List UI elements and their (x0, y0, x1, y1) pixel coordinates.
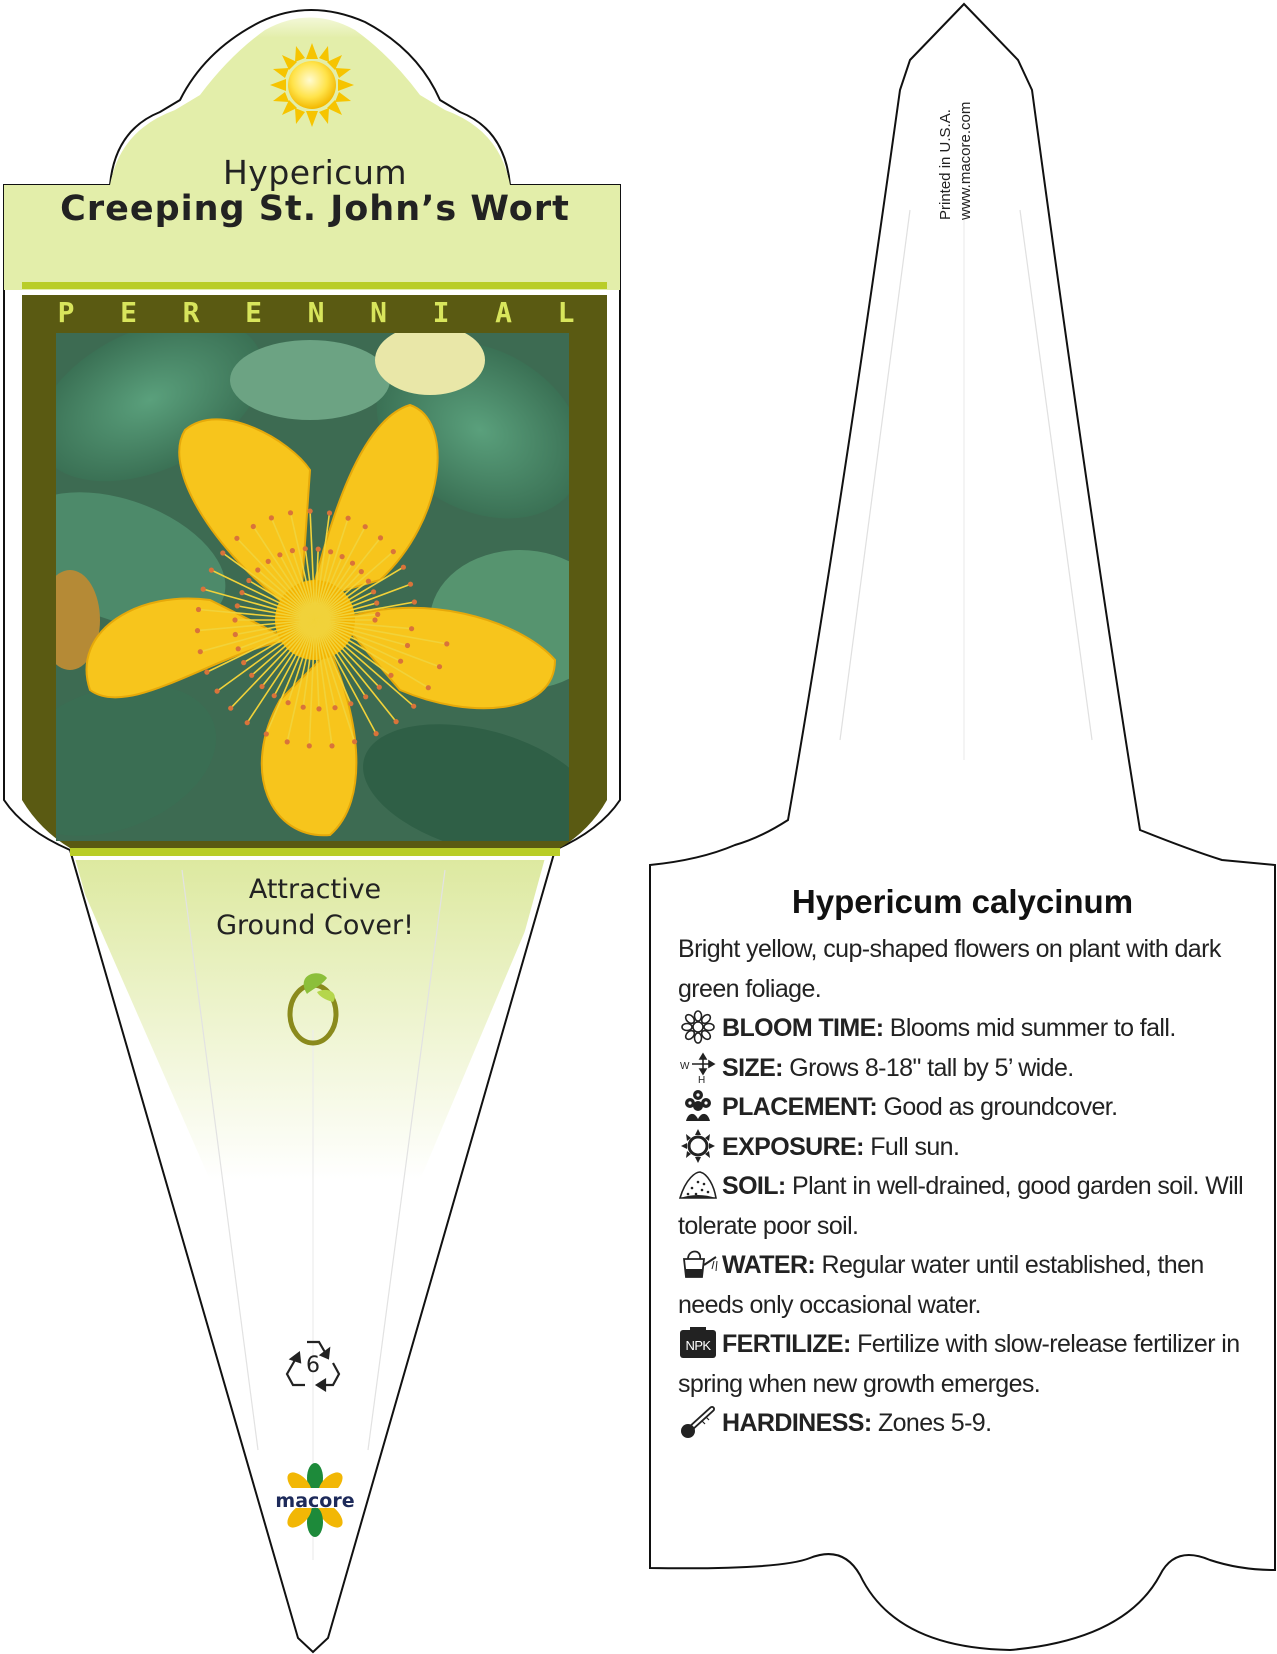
category-letter: I (432, 296, 450, 329)
exposure-text: Full sun. (870, 1132, 960, 1161)
tagline-line-1: Attractive (248, 874, 382, 905)
care-info (678, 930, 1268, 1444)
thermometer-icon (678, 1405, 718, 1439)
category-letter: L (557, 296, 575, 329)
spine-print-info (936, 50, 976, 220)
exposure-row (678, 1128, 1268, 1168)
website: www.macore.com (957, 101, 974, 220)
npk-icon (678, 1326, 718, 1360)
fertilize-label: FERTILIZE: (722, 1330, 851, 1358)
placement-label: PLACEMENT: (722, 1093, 878, 1121)
front-common-name: Creeping St. John’s Wort (60, 189, 570, 229)
bloom-row (678, 1009, 1268, 1049)
size-text: Grows 8-18" tall by 5’ wide. (789, 1053, 1074, 1082)
size-icon-w: W (680, 1060, 689, 1072)
tagline-line-2: Ground Cover! (216, 910, 414, 941)
recycle-number: 6 (306, 1353, 320, 1378)
category-letter: R (182, 296, 200, 329)
soil-pile-icon (678, 1168, 718, 1202)
tagline (150, 872, 480, 944)
fertilize-row (678, 1325, 1268, 1404)
category-letter: E (245, 296, 262, 329)
front-genus: Hypericum (222, 153, 408, 192)
size-icon-h: H (698, 1074, 705, 1084)
category-letter: N (307, 296, 325, 329)
water-text: Regular water until established, then needs only occasional water. (678, 1251, 1204, 1319)
water-label: WATER: (722, 1251, 816, 1279)
flower-icon (678, 1010, 718, 1044)
soil-row (678, 1167, 1268, 1246)
printed-in: Printed in U.S.A. (937, 109, 954, 220)
botanical-name: Hypericum calycinum (791, 883, 1134, 920)
category-letter: P (57, 296, 75, 329)
fertilize-text: Fertilize with slow-release fertilizer in spring when new growth emerges. (678, 1330, 1240, 1398)
hardiness-row (678, 1404, 1268, 1444)
bloom-label: BLOOM TIME: (722, 1014, 884, 1042)
water-row (678, 1246, 1268, 1325)
plant-cluster-icon (678, 1089, 718, 1123)
bloom-text: Blooms mid summer to fall. (889, 1014, 1176, 1042)
brand-name: macore (275, 1490, 355, 1512)
size-label: SIZE: (722, 1053, 783, 1082)
category-letter: A (495, 296, 512, 329)
bottom-lime-bar (70, 848, 560, 856)
sun-outline-icon (678, 1129, 718, 1163)
watering-can-icon (678, 1247, 718, 1281)
description: Bright yellow, cup-shaped flowers on plant with dark green foliage. (678, 935, 1221, 1003)
placement-row (678, 1088, 1268, 1128)
soil-label: SOIL: (722, 1172, 786, 1200)
category-letter: E (120, 296, 137, 329)
category-banner (56, 296, 576, 329)
soil-text: Plant in well-drained, good garden soil. Will tolerate poor soil. (678, 1172, 1244, 1240)
size-arrows-icon (678, 1050, 718, 1084)
hardiness-label: HARDINESS: (722, 1409, 872, 1437)
hardiness-text: Zones 5-9. (877, 1409, 992, 1437)
flower-photo (0, 286, 615, 879)
category-letter: N (370, 296, 387, 329)
sun-icon (270, 43, 354, 127)
npk-icon-text: NPK (685, 1338, 711, 1353)
top-lime-bar (22, 282, 607, 289)
size-row (678, 1049, 1268, 1089)
placement-text: Good as groundcover. (883, 1093, 1118, 1121)
exposure-label: EXPOSURE: (722, 1132, 864, 1161)
